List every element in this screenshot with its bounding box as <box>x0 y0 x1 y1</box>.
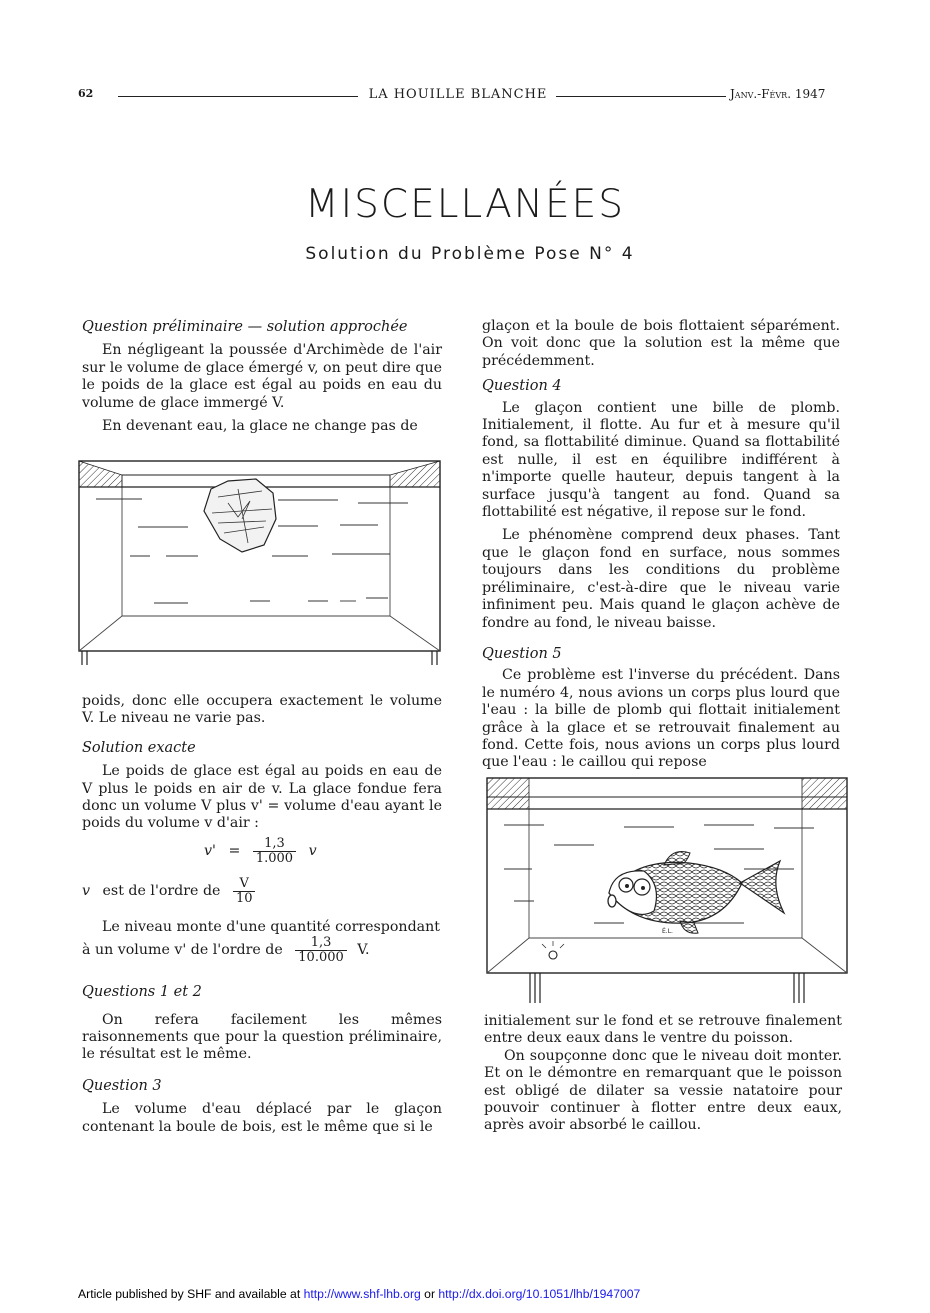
right-column-top <box>482 318 840 772</box>
figure-ice-tank <box>78 453 444 667</box>
eq3-numerator: 1,3 <box>295 936 347 951</box>
journal-name: LA HOUILLE BLANCHE <box>368 87 548 102</box>
eq1-fraction <box>253 837 296 866</box>
header-rule-left <box>118 96 358 97</box>
eq2-lhs: v <box>82 882 91 899</box>
paragraph: On refera facilement les mêmes raisonnements que pour la question préliminaire, le résultat est le même. <box>82 1011 442 1063</box>
heading-solution-exacte: Solution exacte <box>82 739 196 756</box>
paragraph: Le phénomène comprend deux phases. Tant que le glaçon fond en surface, nous sommes toujours dans les conditions du problème préliminaire, c'est-à-dire que le niveau varie infiniment peu. Mais quand le glaçon achève de fondre au fond, le niveau baisse. <box>482 527 840 631</box>
eq1-lhs: v' <box>204 842 216 859</box>
heading-question-4: Question 4 <box>482 378 562 395</box>
left-column-bottom <box>82 693 442 1136</box>
footer <box>78 1287 640 1301</box>
figure-signature: É.L. <box>662 928 673 935</box>
header-rule-right <box>556 96 726 97</box>
paragraph: glaçon et la boule de bois flottaient séparément. On voit donc que la solution est la même que précédemment. <box>482 318 840 369</box>
paragraph: poids, donc elle occupera exactement le volume V. Le niveau ne varie pas. <box>82 693 442 727</box>
eq1-rhs: v <box>308 842 317 859</box>
paragraph: Le glaçon contient une bille de plomb. Initialement, il flotte. Au fur et à mesure qu'il fond, sa flottabilité diminue. Quand sa flottabilité est nulle, il est en équilibre indifférent à n'importe quelle hauteur, depuis tangent à la surface jusqu'à tangent au fond. Quand sa flottabilité est négative, il repose sur le fond. <box>482 399 840 521</box>
heading-questions-1-2: Questions 1 et 2 <box>82 984 202 1001</box>
paragraph: En devenant eau, la glace ne change pas de <box>102 418 418 435</box>
equation-2 <box>82 877 442 917</box>
eq1-numerator: 1,3 <box>253 837 296 852</box>
footer-link-doi[interactable]: http://dx.doi.org/10.1051/lhb/1947007 <box>438 1287 641 1301</box>
eq2-text: est de l'ordre de <box>102 882 221 899</box>
paragraph: En négligeant la poussée d'Archimède de l'air sur le volume de glace émergé v, on peut dire que le poids de la glace est égal au poids en eau du volume de glace immergé V. <box>82 342 442 411</box>
section-subtitle: Solution du Problème Pose N° 4 <box>305 244 635 264</box>
eq3-denominator: 10.000 <box>298 950 344 966</box>
eq3-fraction <box>295 936 347 965</box>
issue-date: Janv.-Févr. 1947 <box>730 87 826 101</box>
paragraph: Le volume d'eau déplacé par le glaçon contenant la boule de bois, est le même que si le <box>82 1101 442 1135</box>
paragraph: On soupçonne donc que le niveau doit monter. Et on le démontre en remarquant que le poisson est obligé de dilater sa vessie natatoire pour pouvoir continuer à flotter entre deux eaux, après avoir absorbé le caillou. <box>484 1047 842 1134</box>
left-column-top <box>82 319 442 435</box>
heading-question-preliminaire: Question préliminaire — solution approchée <box>82 319 408 335</box>
eq2-fraction <box>233 877 256 906</box>
eq3-text: à un volume v' de l'ordre de <box>82 942 283 959</box>
paragraph: Ce problème est l'inverse du précédent. Dans le numéro 4, nous avions un corps plus lourd que l'eau : la bille de plomb qui flottait initialement grâce à la glace et se retrouvait finalement au fond. Cette fois, nous avions un corps plus lourd que l'eau : le caillou qui repose <box>482 667 840 771</box>
paragraph: initialement sur le fond et se retrouve finalement entre deux eaux dans le ventre du poisson. <box>484 1013 842 1047</box>
equation-3 <box>82 936 442 972</box>
eq1-denominator: 1.000 <box>255 850 294 866</box>
section-title: MISCELLANÉES <box>304 182 626 227</box>
footer-or: or <box>420 1287 439 1301</box>
heading-question-5: Question 5 <box>482 645 562 662</box>
paragraph: Le poids de glace est égal au poids en eau de V plus le poids en air de v. La glace fondue fera donc un volume V plus v' = volume d'eau ayant le poids du volume v d'air : <box>82 763 442 832</box>
eq1-equals: = <box>228 842 241 859</box>
equation-1 <box>82 837 442 877</box>
eq2-numerator: V <box>233 877 256 892</box>
eq2-denominator: 10 <box>235 890 253 906</box>
heading-question-3: Question 3 <box>82 1077 162 1094</box>
footer-text: Article published by SHF and available at <box>78 1287 304 1301</box>
page-number: 62 <box>78 87 94 100</box>
paragraph: Le niveau monte d'une quantité correspondant <box>102 918 440 935</box>
footer-link-shf[interactable]: http://www.shf-lhb.org <box>303 1287 421 1301</box>
right-column-bottom <box>484 1013 842 1135</box>
figure-fish-tank <box>484 773 850 1007</box>
eq3-end: V. <box>357 942 370 959</box>
